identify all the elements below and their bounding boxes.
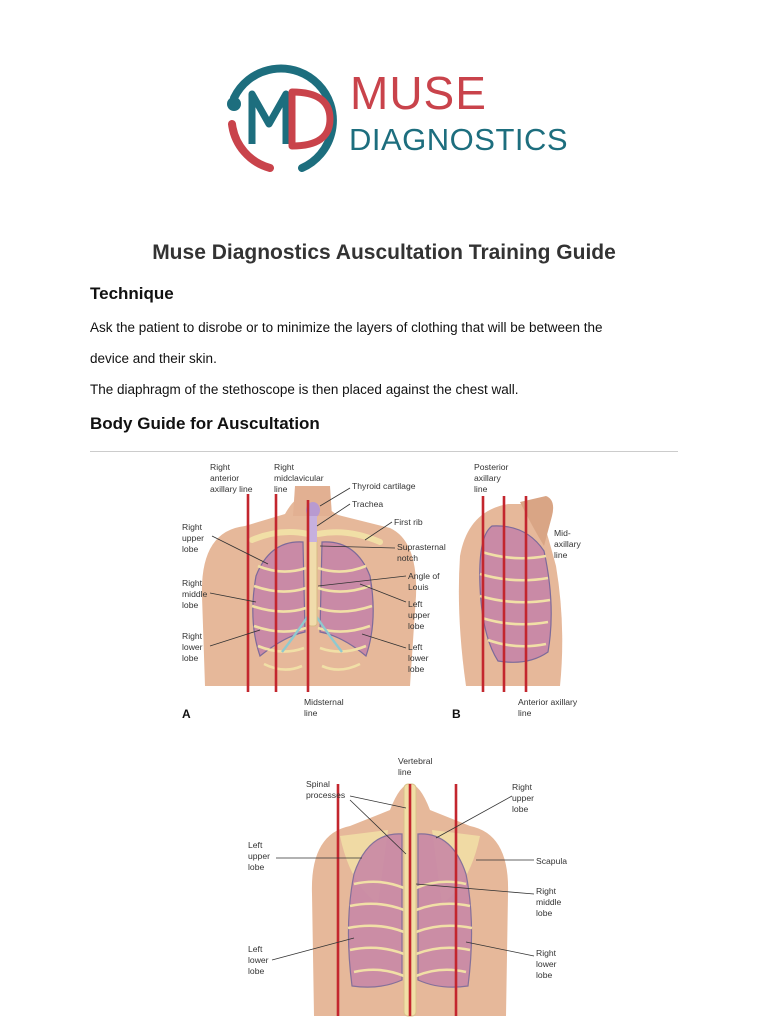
technique-paragraph-1a: Ask the patient to disrobe or to minimize the layers of clothing that will be between the xyxy=(90,320,603,335)
label-left-lower-lobe: Left lower lobe xyxy=(408,642,429,674)
figure-c-posterior-chest xyxy=(240,754,580,1018)
label-left-upper-lobe: Left upper lobe xyxy=(408,599,430,631)
label-posterior-axillary-line: Posterior axillary line xyxy=(474,462,509,494)
label-suprasternal-notch: Suprasternal notch xyxy=(397,542,446,563)
panel-label-b: B xyxy=(452,707,461,721)
label-vertebral-line: Vertebral line xyxy=(398,756,433,777)
technique-heading: Technique xyxy=(90,284,174,303)
label-right-upper-lobe-posterior: Right upper lobe xyxy=(512,782,534,814)
label-scapula: Scapula xyxy=(536,856,568,866)
label-midsternal-line: Midsternal line xyxy=(304,697,344,718)
brand-name-line1: MUSE xyxy=(350,67,487,119)
section-divider xyxy=(90,451,678,452)
page-title: Muse Diagnostics Auscultation Training Guide xyxy=(152,241,616,264)
technique-paragraph-1b: device and their skin. xyxy=(90,351,217,366)
label-angle-of-louis: Angle of Louis xyxy=(408,571,440,592)
label-spinal-processes: Spinal processes xyxy=(306,779,346,800)
label-right-anterior-axillary-line: Right anterior axillary line xyxy=(210,462,253,494)
figure-a-trachea xyxy=(309,516,317,542)
figure-b-lateral-chest xyxy=(448,456,596,724)
label-right-middle-lobe-posterior: Right middle lobe xyxy=(536,886,562,918)
label-thyroid-cartilage: Thyroid cartilage xyxy=(352,481,416,491)
label-right-midclavicular-line: Right midclavicular line xyxy=(274,462,324,494)
logo-d xyxy=(292,92,330,146)
label-trachea: Trachea xyxy=(352,499,384,509)
label-mid-axillary-line: Mid-axillary line xyxy=(554,528,581,560)
figure-a-anterior-chest xyxy=(170,456,452,724)
label-anterior-axillary-line: Anterior axillary line xyxy=(518,697,578,718)
label-first-rib: First rib xyxy=(394,517,423,527)
logo-dot xyxy=(227,97,241,111)
panel-label-a: A xyxy=(182,707,191,721)
logo-m xyxy=(252,94,286,144)
label-left-upper-lobe-posterior: Left upper lobe xyxy=(248,840,270,872)
figure-a-sternum xyxy=(308,538,317,626)
label-right-upper-lobe: Right upper lobe xyxy=(182,522,204,554)
label-right-lower-lobe-posterior: Right lower lobe xyxy=(536,948,557,980)
brand-name-line2: DIAGNOSTICS xyxy=(349,122,569,157)
label-left-lower-lobe-posterior: Left lower lobe xyxy=(248,944,269,976)
label-right-middle-lobe: Right middle lobe xyxy=(182,578,208,610)
body-guide-heading: Body Guide for Auscultation xyxy=(90,414,320,433)
label-right-lower-lobe: Right lower lobe xyxy=(182,631,203,663)
technique-paragraph-2: The diaphragm of the stethoscope is then placed against the chest wall. xyxy=(90,382,519,397)
